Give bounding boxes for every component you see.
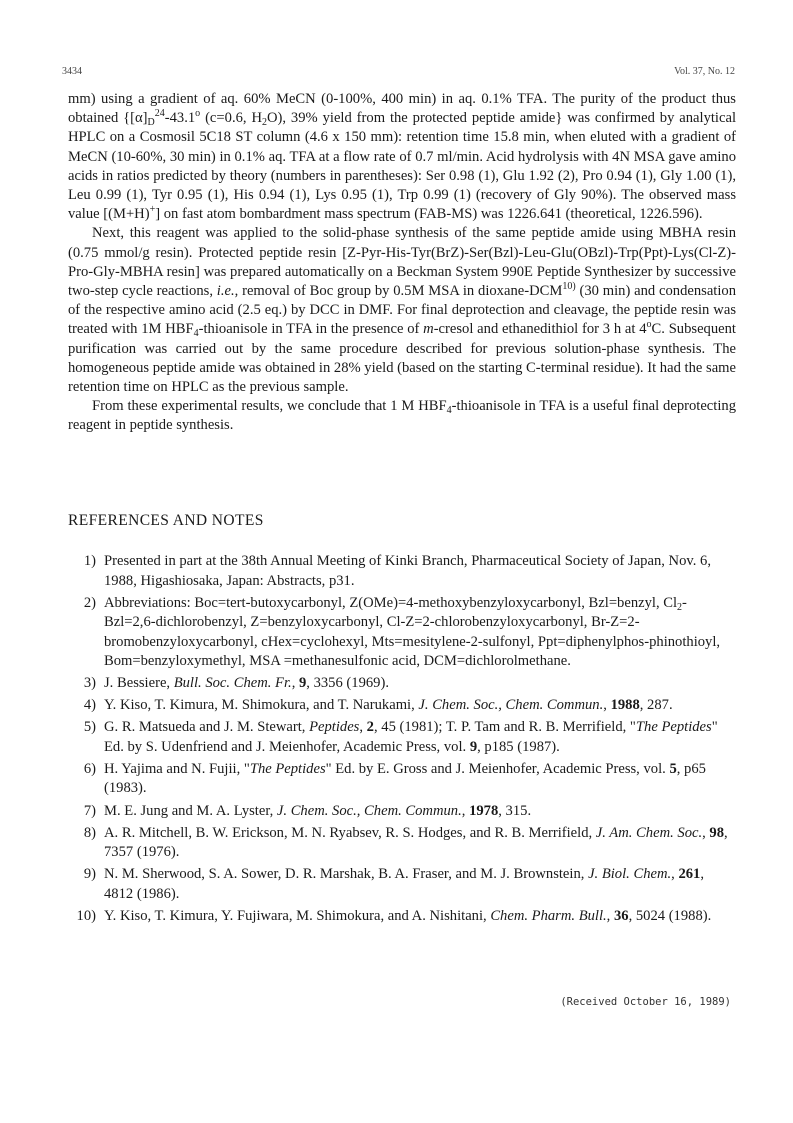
reference-list	[68, 552, 736, 929]
paragraph-2: Next, this reagent was applied to the solid-phase synthesis of the same peptide amide using MBHA resin (0.75 mmol/g resin). Protected peptide resin [Z-Pyr-His-Tyr(BrZ)-Ser(Bzl)-Leu-Glu(OBzl)-Trp(Ppt)-Lys(Cl-Z)-Pro-Gly-MBHA resin] was prepared automatically on a Beckman System 990E Peptide Synthesizer by successive two-step cycle reactions, i.e., removal of Boc group by 0.5M MSA in dioxane-DCM$^{10)}$ (30 min) and condensation of the respective amino acid (2.5 eq.) by DCC in DMF. For final deprotection and cleavage, the peptide resin was treated with 1M $HBF_4$-thioanisole in TFA in the presence of m-cresol and ethanedithiol for 3 h at 4$^o$C. Subsequent purification was carried out by the same procedure described for previous solution-phase synthesis. The homogeneous peptide amide was obtained in 28% yield (based on the starting C-terminal residue). It had the same retention time on HPLC as the previous sample.	[68, 225, 736, 396]
paragraph-1: mm) using a gradient of aq. 60% MeCN (0-100%, 400 min) in aq. 0.1% TFA. The purity of the product thus obtained {$[\alpha]_D^{24}-43.1^o$ (c=0.6, $H_2O$), 39% yield from the protected peptide amide} was confirmed by analytical HPLC on a Cosmosil 5C18 ST column (4.6 x 150 mm): retention time 15.8 min, when eluted with a gradient of MeCN (10-60%, 30 min) in 0.1% aq. TFA at a flow rate of 0.7 ml/min. Acid hydrolysis with 4N MSA gave amino acids in ratios predicted by theory (numbers in parentheses): Ser 0.98 (1), Glu 1.92 (2), Pro 0.94 (1), Gly 1.00 (1), Leu 0.99 (1), Tyr 0.95 (1), His 0.94 (1), Lys 0.95 (1), Trp 0.99 (1) (recovery of Gly 90%). The observed mass value [(M+H)+] on fast atom bombardment mass spectrum (FAB-MS) was 1226.641 (theoretical, 1226.596).	[68, 91, 736, 223]
volume-issue: Vol. 37, No. 12	[674, 66, 735, 77]
running-head	[62, 66, 735, 80]
reference-item: 9) N. M. Sherwood, S. A. Sower, D. R. Marshak, B. A. Fraser, and M. J. Brownstein, J. Biol. Chem., 261, 4812 (1986).	[83, 866, 704, 902]
reference-item: 5) G. R. Matsueda and J. M. Stewart, Peptides, 2, 45 (1981); T. P. Tam and R. B. Merrifield, "The Peptides" Ed. by S. Udenfriend and J. Meienhofer, Academic Press, vol. 9, p185 (1987).	[83, 719, 718, 755]
reference-item: 7) M. E. Jung and M. A. Lyster, J. Chem. Soc., Chem. Commun., 1978, 315.	[83, 802, 532, 819]
paragraph-3: From these experimental results, we conclude that 1 M $HBF_4$-thioanisole in TFA is a useful final deprotecting reagent in peptide synthesis.	[68, 398, 736, 434]
reference-item: 10) Y. Kiso, T. Kimura, Y. Fujiwara, M. Shimokura, and A. Nishitani, Chem. Pharm. Bull., 36, 5024 (1988).	[76, 907, 712, 924]
reference-item: 2) Abbreviations: Boc=tert-butoxycarbonyl, Z(OMe)=4-methoxybenzyloxycarbonyl, Bzl=benzyl, $Cl_2-Bzl=2,6$-dichlorobenzyl, Z=benzyloxycarbonyl, Cl-Z=2-chlorobenzyloxycarbonyl, Br-Z=2-bromobenzyloxycarbonyl, cHex=cyclohexyl, Mts=mesitylene-2-sulfonyl, Ppt=diphenylphos-phinothioyl, Bom=benzyloxymethyl, MSA =methanesulfonic acid, DCM=dichlorolmethane.	[83, 594, 721, 670]
reference-item: 8) A. R. Mitchell, B. W. Erickson, M. N. Ryabsev, R. S. Hodges, and R. B. Merrifield, J. Am. Chem. Soc., 98, 7357 (1976).	[83, 824, 728, 861]
page-number: 3434	[62, 66, 82, 77]
received-date: (Received October 16, 1989)	[560, 996, 731, 1008]
body-text	[68, 90, 736, 436]
reference-item: 4) Y. Kiso, T. Kimura, M. Shimokura, and T. Narukami, J. Chem. Soc., Chem. Commun., 1988, 287.	[83, 697, 673, 714]
reference-item: 6) H. Yajima and N. Fujii, "The Peptides" Ed. by E. Gross and J. Meienhofer, Academic Press, vol. 5, p65 (1983).	[83, 760, 706, 797]
reference-item: 3) J. Bessiere, Bull. Soc. Chem. Fr., 9, 3356 (1969).	[83, 675, 389, 692]
references-heading: REFERENCES AND NOTES	[68, 512, 264, 529]
reference-item: 1) Presented in part at the 38th Annual Meeting of Kinki Branch, Pharmaceutical Society of Japan, Nov. 6, 1988, Higashiosaka, Japan: Abstracts, p31.	[83, 553, 711, 589]
